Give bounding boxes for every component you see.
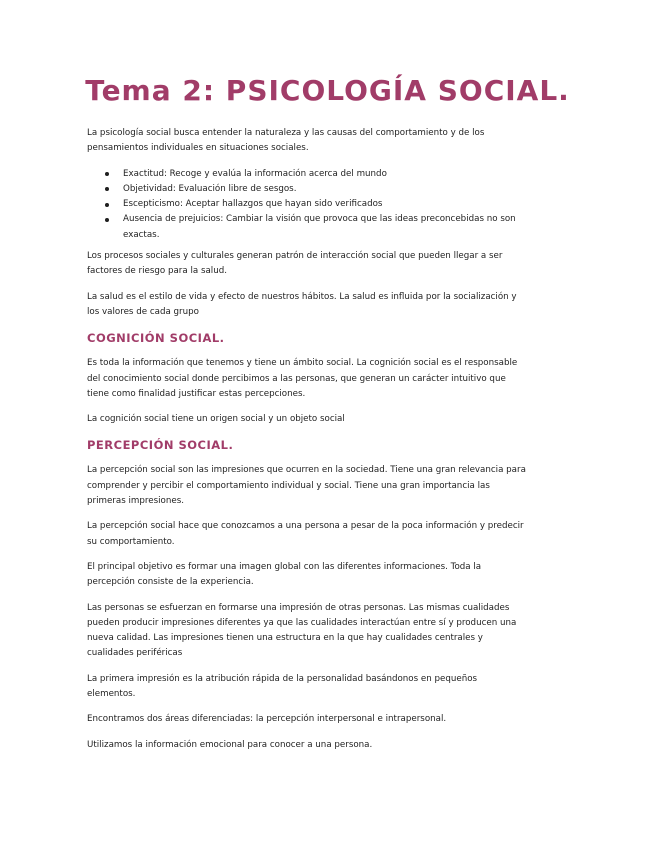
principles-list [87,167,527,243]
intro-paragraph: La psicología social busca entender la naturaleza y las causas del comportamiento y de los pensamientos individuales en situaciones sociales. [87,128,485,154]
paragraph-salud: La salud es el estilo de vida y efecto de nuestros hábitos. La salud es influida por la socialización y los valores de cada grupo [87,291,517,317]
paragraph: La percepción social hace que conozcamos a una persona a pesar de la poca información y predecir su comportamiento. [87,521,524,547]
paragraph: La primera impresión es la atribución rápida de la personalidad basándonos en pequeños elementos. [87,673,478,700]
list-item: Objetividad: Evaluación libre de sesgos. [123,182,527,197]
paragraph: Encontramos dos áreas diferenciadas: la percepción interpersonal e intrapersonal. [87,714,447,725]
page-title: Tema 2: PSICOLOGÍA SOCIAL. [85,74,570,107]
list-item: Escepticismo: Aceptar hallazgos que hayan sido verificados [123,197,527,212]
paragraph: Es toda la información que tenemos y tiene un ámbito social. La cognición social es el responsable del conocimiento social donde percibimos a las personas, que generan un carácter intuitivo que tiene como finalidad justificar estas percepciones. [87,358,518,399]
paragraph: La percepción social son las impresiones que ocurren en la sociedad. Tiene una gran relevancia para comprender y percibir el comportamiento individual y social. Tiene una gran importancia las primeras impresiones. [87,465,526,507]
list-item: Exactitud: Recoge y evalúa la información acerca del mundo [123,167,527,182]
section-heading-percepcion: PERCEPCIÓN SOCIAL. [87,438,234,453]
paragraph: Las personas se esfuerzan en formarse una impresión de otras personas. Las mismas cualidades pueden producir impresiones diferentes ya que las cualidades interactúan entre sí y producen una nueva calidad. Las impresiones tienen una estructura en la que hay cualidades centrales y cualidades periféricas [87,602,517,659]
paragraph: El principal objetivo es formar una imagen global con las diferentes informaciones. Toda la percepción consiste de la experiencia. [87,561,482,588]
document-body [87,126,527,763]
paragraph: Utilizamos la información emocional para conocer a una persona. [87,739,373,750]
paragraph-procesos: Los procesos sociales y culturales generan patrón de interacción social que pueden llegar a ser factores de riesgo para la salud. [87,251,503,277]
section-heading-cognicion: COGNICIÓN SOCIAL. [87,331,225,346]
list-item: Ausencia de prejuicios: Cambiar la visión que provoca que las ideas preconcebidas no son exactas. [123,212,527,243]
paragraph: La cognición social tiene un origen social y un objeto social [87,414,345,425]
